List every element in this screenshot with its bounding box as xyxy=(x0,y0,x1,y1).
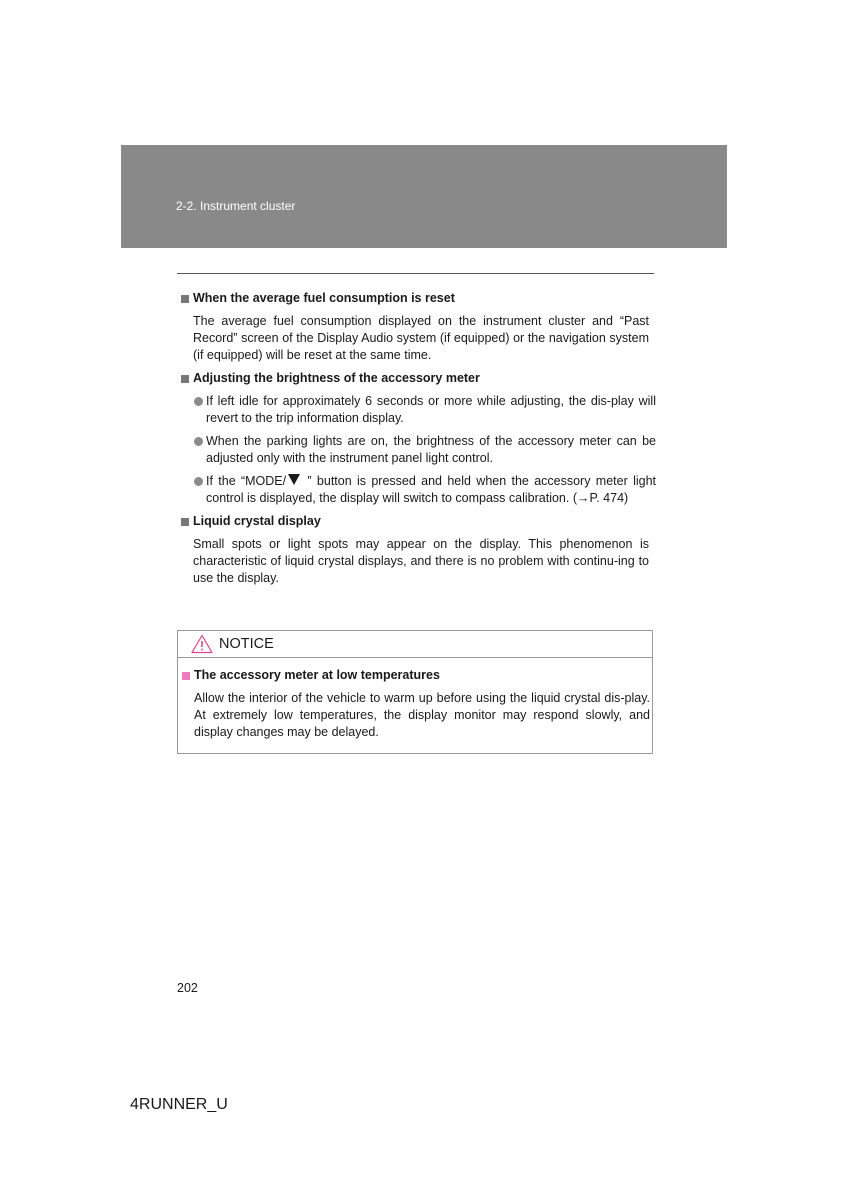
document-code: 4RUNNER_U xyxy=(130,1096,228,1113)
section-heading-lcd xyxy=(181,513,654,530)
square-bullet-icon xyxy=(181,295,189,303)
bullet-text-before: If the “MODE/ xyxy=(206,474,287,488)
notice-heading xyxy=(182,667,652,684)
brightness-bullet-3 xyxy=(193,473,656,507)
heading-text: The accessory meter at low temperatures xyxy=(194,668,440,682)
square-bullet-icon xyxy=(181,518,189,526)
section-header-band xyxy=(121,145,727,248)
bullet-text: When the parking lights are on, the brightness of the accessory meter can be adjusted only with the instrument panel light control. xyxy=(206,434,656,465)
page-number: 202 xyxy=(177,981,198,995)
round-bullet-icon xyxy=(194,437,203,446)
brightness-bullet-2 xyxy=(193,433,656,467)
notice-paragraph: Allow the interior of the vehicle to warm up before using the liquid crystal dis-play. At extremely low temperatures, the display monitor may respond slowly, and display changes may be delayed. xyxy=(194,691,650,739)
round-bullet-icon xyxy=(194,397,203,406)
heading-text: When the average fuel consumption is reset xyxy=(193,291,455,305)
notice-header xyxy=(178,631,652,658)
heading-text: Liquid crystal display xyxy=(193,514,321,528)
section-heading-fuel-reset xyxy=(181,290,654,307)
square-bullet-icon xyxy=(181,375,189,383)
lcd-paragraph: Small spots or light spots may appear on the display. This phenomenon is characteristic of liquid crystal displays, and there is no problem with continu-ing to use the display. xyxy=(193,537,649,585)
bullet-text-after: ” button is pressed and held when the accessory meter light control is displayed, the display will switch to compass calibration. (→P. 474) xyxy=(206,474,656,505)
fuel-reset-paragraph: The average fuel consumption displayed on the instrument cluster and “Past Record” screen of the Display Audio system (if equipped) or the navigation system (if equipped) will be reset at the same time. xyxy=(193,314,649,362)
notice-box xyxy=(177,630,653,754)
notice-body xyxy=(178,658,652,741)
main-content xyxy=(177,290,654,593)
heading-text: Adjusting the brightness of the accessory meter xyxy=(193,371,480,385)
down-triangle-icon xyxy=(288,474,300,485)
section-heading-brightness xyxy=(181,370,654,387)
top-divider xyxy=(177,273,654,274)
section-title: 2-2. Instrument cluster xyxy=(176,199,296,213)
warning-triangle-icon xyxy=(191,634,213,654)
notice-title: NOTICE xyxy=(219,636,274,652)
bullet-text: If left idle for approximately 6 seconds or more while adjusting, the dis-play will revert to the trip information display. xyxy=(206,394,656,425)
brightness-bullet-1 xyxy=(193,393,656,427)
square-bullet-icon xyxy=(182,672,190,680)
round-bullet-icon xyxy=(194,477,203,486)
